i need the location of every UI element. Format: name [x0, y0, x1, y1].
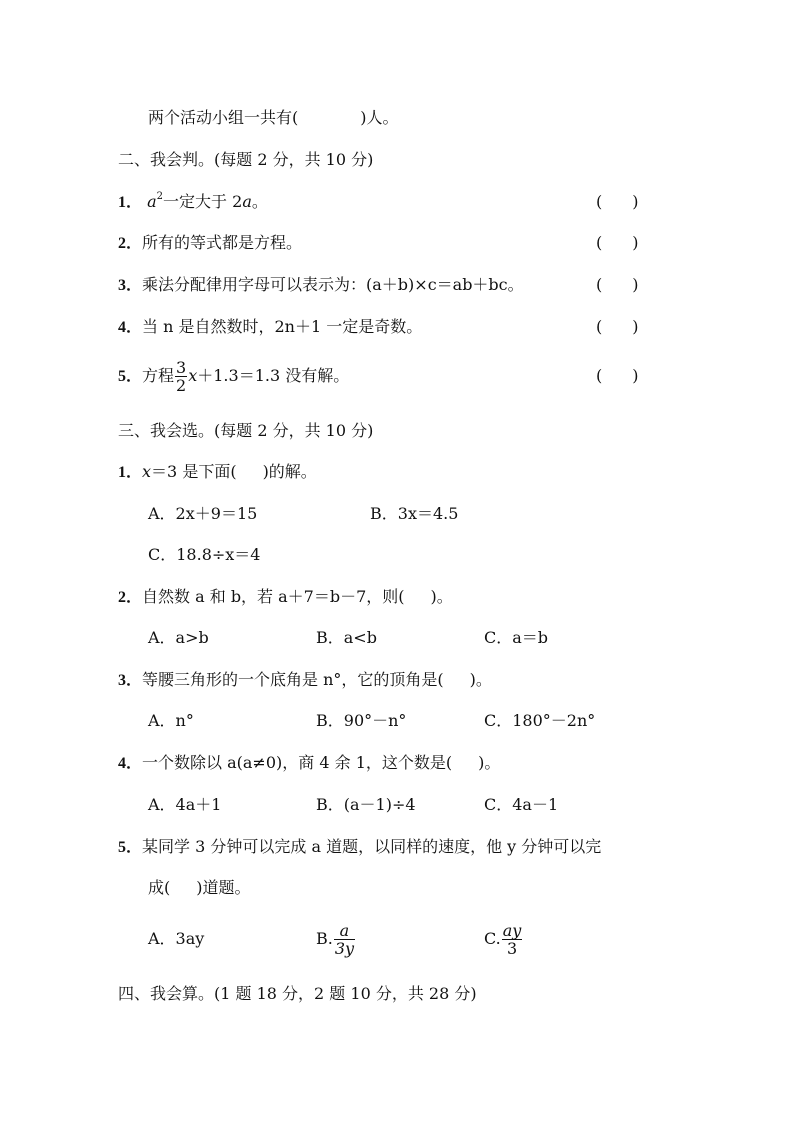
- choice-question-2: 2．自然数 a 和 b，若 a＋7＝b－7，则( )。: [118, 587, 453, 606]
- section2-heading: 二、我会判。(每题 2 分，共 10 分): [118, 150, 374, 169]
- choice-question-5: 5．某同学 3 分钟可以完成 a 道题，以同样的速度，他 y 分钟可以完: [118, 837, 602, 856]
- item-number: 3: [118, 277, 126, 294]
- option-b[interactable]: B．3x＝4.5: [370, 504, 459, 523]
- item-text-end: ＋1.3＝1.3 没有解。: [197, 366, 350, 385]
- choice-question-1: 1．x＝3 是下面( )的解。: [118, 462, 317, 481]
- question-text: 等腰三角形的一个底角是 n°，它的顶角是(: [142, 670, 444, 689]
- paren-right: ): [632, 233, 639, 252]
- exponent: 2: [156, 191, 164, 202]
- item-text-end: 。: [251, 192, 268, 211]
- var-x: x: [188, 366, 198, 385]
- fraction-denominator: 3: [506, 939, 518, 958]
- paren-right: ): [632, 317, 639, 336]
- judge-item-1: 1． $a^2$一定大于 2a。: [118, 191, 268, 211]
- fraction-denominator: 3y: [334, 939, 355, 958]
- question-text-end: )。: [469, 670, 492, 689]
- fraction-three-halves: [175, 359, 187, 394]
- paren-right: ): [632, 366, 639, 385]
- var-a: a: [147, 192, 157, 211]
- section4-heading: 四、我会算。(1 题 18 分，2 题 10 分，共 28 分): [118, 984, 477, 1003]
- judge-item-2: 2．所有的等式都是方程。: [118, 233, 303, 252]
- fraction-a-over-3y: [334, 922, 355, 957]
- judge-item-3: 3．乘法分配律用字母可以表示为：(a＋b)×c＝ab＋bc。: [118, 275, 524, 294]
- question-text: ＝3 是下面(: [151, 462, 237, 481]
- question-text: 自然数 a 和 b，若 a＋7＝b－7，则(: [142, 587, 405, 606]
- paren-left: (: [596, 192, 603, 211]
- item-number: 5: [118, 368, 126, 385]
- item-text: 乘法分配律用字母可以表示为：(a＋b)×c＝ab＋bc。: [142, 275, 524, 294]
- answer-paren-1[interactable]: [596, 192, 639, 211]
- option-c[interactable]: C．18.8÷x＝4: [148, 545, 261, 564]
- paren-left: (: [596, 233, 603, 252]
- question-text-end: )。: [478, 753, 501, 772]
- fraction-ay-over-3: [502, 922, 523, 957]
- var-x: x: [142, 462, 152, 481]
- option-a[interactable]: A．2x＋9＝15: [148, 504, 258, 523]
- answer-paren-4[interactable]: [596, 317, 639, 336]
- option-b[interactable]: B．90°－n°: [316, 711, 407, 730]
- judge-item-5: 5．方程 $\frac{3}{2}$ x＋1.3＝1.3 没有解。: [118, 358, 350, 395]
- item-text: 当 n 是自然数时，2n＋1 一定是奇数。: [142, 317, 423, 336]
- item-number: 4: [118, 319, 126, 336]
- judge-item-4: 4．当 n 是自然数时，2n＋1 一定是奇数。: [118, 317, 423, 336]
- fraction-numerator: a: [334, 922, 355, 940]
- item-number: 3: [118, 672, 126, 689]
- item-number: 2: [118, 235, 126, 252]
- option-b[interactable]: B．(a－1)÷4: [316, 795, 416, 814]
- option-label: B.: [316, 929, 333, 948]
- item-number: 2: [118, 589, 126, 606]
- option-a[interactable]: A．4a＋1: [148, 795, 222, 814]
- paren-right: ): [632, 275, 639, 294]
- item-text: 方程: [142, 366, 175, 385]
- option-a[interactable]: A．a>b: [148, 628, 209, 647]
- intro-line: [148, 108, 399, 128]
- answer-paren-3[interactable]: [596, 275, 639, 294]
- option-c[interactable]: C．4a－1: [484, 795, 559, 814]
- choice-question-5-continued: [148, 878, 251, 898]
- var-a: a: [242, 192, 252, 211]
- choice-question-4: 4．一个数除以 a(a≠0)，商 4 余 1，这个数是( )。: [118, 753, 501, 772]
- fraction-numerator: 3: [176, 358, 187, 377]
- question-text-end: )道题。: [196, 878, 251, 897]
- option-c[interactable]: C．a＝b: [484, 628, 549, 647]
- item-text: 所有的等式都是方程。: [142, 233, 303, 252]
- section3-heading: 三、我会选。(每题 2 分，共 10 分): [118, 421, 374, 440]
- answer-paren-2[interactable]: [596, 233, 639, 252]
- paren-right: ): [632, 192, 639, 211]
- paren-left: (: [596, 317, 603, 336]
- intro-suffix: )人。: [360, 108, 399, 127]
- paren-left: (: [596, 366, 603, 385]
- item-number: 5: [118, 839, 126, 856]
- item-number: 1: [118, 194, 126, 211]
- fraction-numerator: ay: [502, 921, 522, 940]
- choice-question-3: 3．等腰三角形的一个底角是 n°，它的顶角是( )。: [118, 670, 492, 689]
- item-number: 1: [118, 464, 126, 481]
- option-b[interactable]: B．a<b: [316, 628, 377, 647]
- paren-left: (: [596, 275, 603, 294]
- option-c[interactable]: [484, 917, 523, 961]
- option-c[interactable]: C．180°－2n°: [484, 711, 596, 730]
- answer-paren-5[interactable]: [596, 366, 639, 385]
- option-label: C.: [484, 929, 501, 948]
- question-text: 某同学 3 分钟可以完成 a 道题，以同样的速度，他 y 分钟可以完: [142, 837, 602, 856]
- fraction-denominator: 2: [176, 376, 187, 395]
- option-a[interactable]: A．n°: [148, 711, 194, 730]
- option-b[interactable]: [316, 917, 356, 961]
- intro-prefix: 两个活动小组一共有(: [148, 108, 299, 127]
- question-text: 一个数除以 a(a≠0)，商 4 余 1，这个数是(: [142, 753, 453, 772]
- question-text: 成(: [148, 878, 171, 897]
- question-text-end: )的解。: [262, 462, 317, 481]
- question-text-end: )。: [430, 587, 453, 606]
- item-number: 4: [118, 755, 126, 772]
- item-text: 一定大于 2: [163, 192, 243, 211]
- option-a[interactable]: A．3ay: [148, 929, 205, 948]
